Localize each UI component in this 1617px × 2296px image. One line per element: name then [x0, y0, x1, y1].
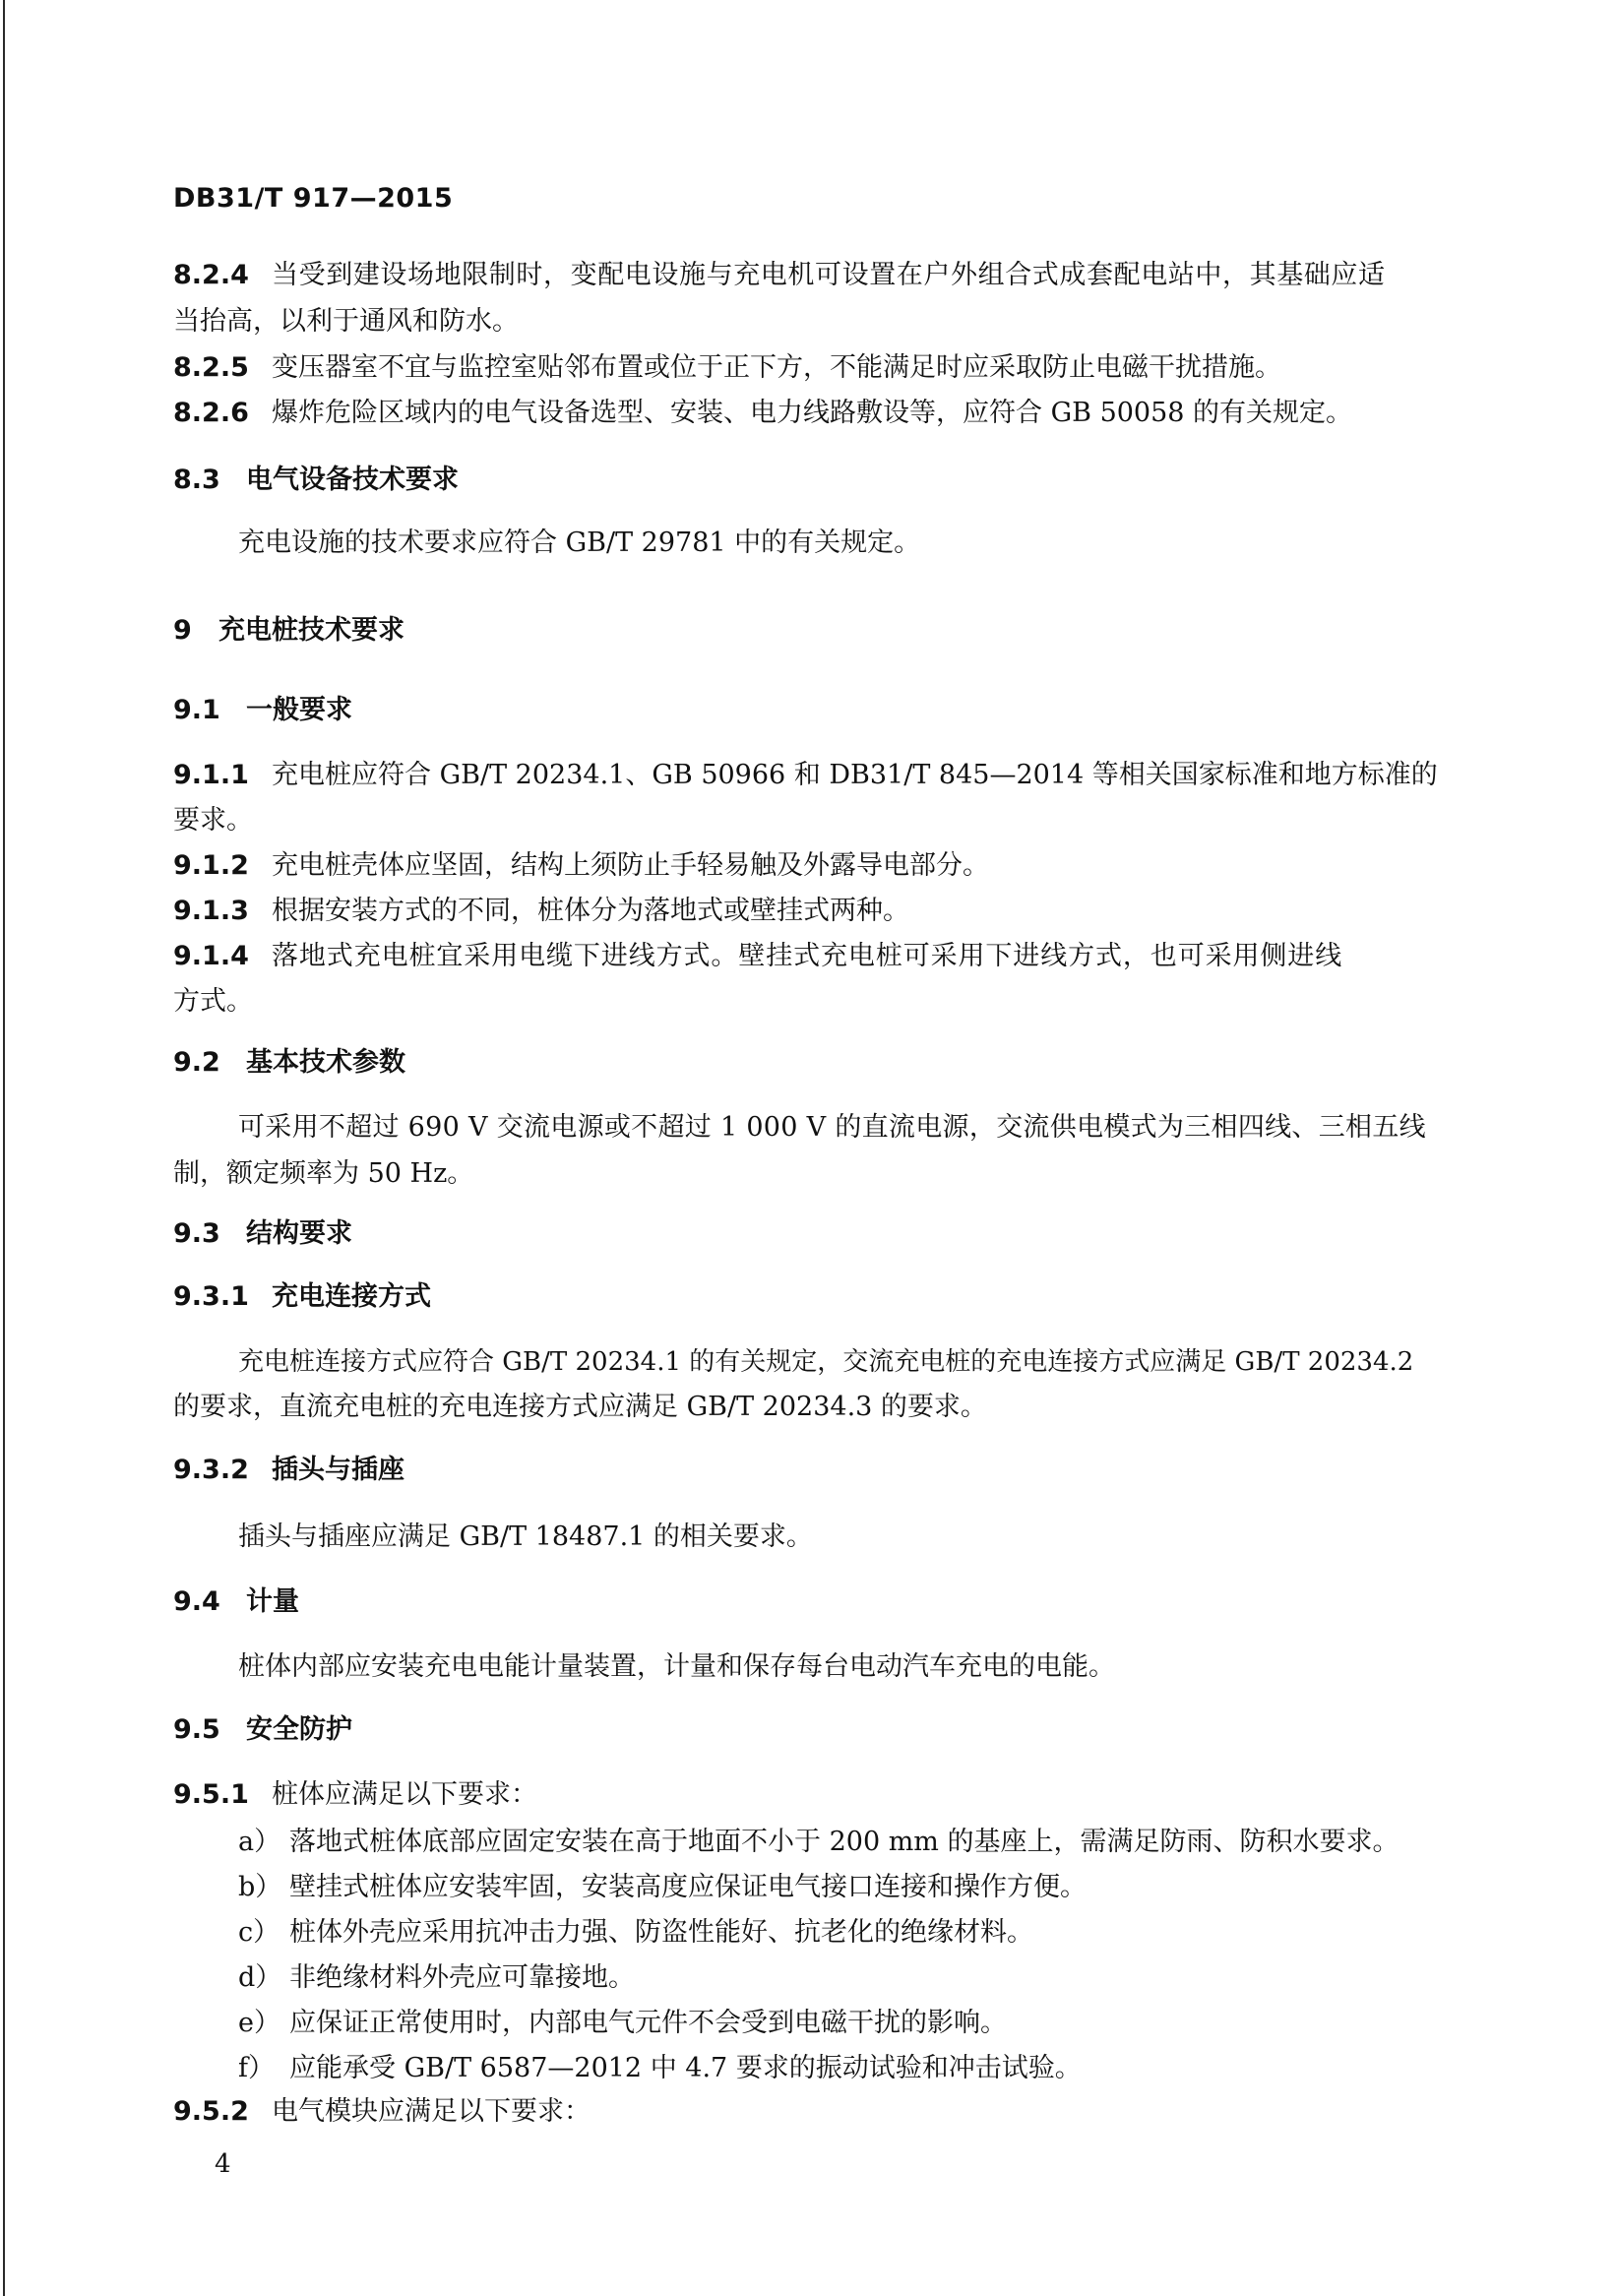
clause-9-1-2 [173, 850, 989, 882]
section-number: 9.4 [173, 1586, 220, 1617]
paragraph-8-3 [238, 527, 920, 559]
subsection-number: 9.3.1 [173, 1281, 249, 1312]
clause-text: 变压器室不宜与监控室贴邻布置或位于正下方，不能满足时应采取防止电磁干扰措施。 [272, 352, 1281, 383]
list-marker: d） [238, 1962, 282, 1993]
section-heading-9-2 [173, 1047, 405, 1079]
section-title: 结构要求 [246, 1218, 352, 1249]
clause-text: 充电桩应符合 GB/T 20234.1、GB 50966 和 DB31/T 845—2014 等相关国家标准和地方标准的 [272, 760, 1438, 790]
section-title: 一般要求 [246, 695, 352, 725]
list-item-text: 应能承受 GB/T 6587—2012 中 4.7 要求的振动试验和冲击试验。 [289, 2053, 1082, 2083]
clause-8-2-4 [173, 260, 1453, 291]
subsection-heading-9-3-1 [173, 1281, 431, 1313]
clause-9-1-4-cont [173, 986, 253, 1018]
clause-number: 9.1.1 [173, 760, 249, 790]
clause-text: 爆炸危险区域内的电气设备选型、安装、电力线路敷设等，应符合 GB 50058 的有关规定。 [272, 398, 1353, 428]
section-number: 8.3 [173, 465, 220, 495]
list-item [238, 1872, 1087, 1903]
list-marker: c） [238, 1917, 280, 1948]
paragraph-text: 插头与插座应满足 GB/T 18487.1 的相关要求。 [238, 1521, 813, 1552]
clause-9-1-1 [173, 760, 1438, 791]
list-item-text: 应保证正常使用时，内部电气元件不会受到电磁干扰的影响。 [289, 2008, 1007, 2038]
clause-text: 当抬高，以利于通风和防水。 [173, 306, 519, 337]
clause-text: 电气模块应满足以下要求： [272, 2096, 591, 2127]
clause-9-5-2 [173, 2096, 591, 2128]
section-heading-9-1 [173, 695, 352, 726]
clause-8-2-6 [173, 398, 1352, 429]
section-title: 电气设备技术要求 [246, 465, 459, 495]
list-marker: b） [238, 1872, 282, 1902]
list-item-text: 桩体外壳应采用抗冲击力强、防盗性能好、抗老化的绝缘材料。 [289, 1917, 1033, 1948]
paragraph-9-4 [238, 1651, 1115, 1683]
clause-9-5-1 [173, 1779, 537, 1811]
subsection-heading-9-3-2 [173, 1455, 404, 1486]
page-number: 4 [215, 2149, 231, 2179]
paragraph-9-2-cont [173, 1158, 473, 1190]
section-heading-9-4 [173, 1586, 299, 1618]
clause-text: 方式。 [173, 986, 253, 1017]
clause-text: 桩体应满足以下要求： [272, 1779, 537, 1810]
clause-number: 9.5.1 [173, 1779, 249, 1810]
paragraph-text: 充电桩连接方式应符合 GB/T 20234.1 的有关规定，交流充电桩的充电连接方式应满足 GB/T 20234.2 [238, 1347, 1414, 1377]
section-title: 计量 [246, 1586, 299, 1617]
paragraph-text: 可采用不超过 690 V 交流电源或不超过 1 000 V 的直流电源，交流供电模式为三相四线、三相五线 [238, 1112, 1426, 1143]
paragraph-9-3-1 [238, 1346, 1413, 1378]
list-item [238, 2008, 1007, 2039]
section-title: 安全防护 [246, 1714, 352, 1745]
paragraph-9-2 [238, 1112, 1426, 1144]
list-item-text: 非绝缘材料外壳应可靠接地。 [289, 1962, 635, 1993]
clause-text: 当受到建设场地限制时，变配电设施与充电机可设置在户外组合式成套配电站中，其基础应适 [272, 260, 1386, 290]
document-id-header: DB31/T 917—2015 [173, 183, 454, 214]
clause-text: 要求。 [173, 805, 253, 836]
list-item [238, 1962, 635, 1994]
clause-8-2-4-cont [173, 306, 519, 338]
section-number: 9.1 [173, 695, 220, 725]
paragraph-9-3-1-cont [173, 1392, 987, 1423]
list-marker: e） [238, 2008, 280, 2038]
section-heading-9-5 [173, 1714, 352, 1746]
clause-9-1-1-cont [173, 805, 253, 837]
paragraph-text: 桩体内部应安装充电电能计量装置，计量和保存每台电动汽车充电的电能。 [238, 1651, 1115, 1682]
clause-8-2-5 [173, 352, 1281, 384]
chapter-title: 充电桩技术要求 [218, 615, 404, 646]
list-marker: a） [238, 1827, 281, 1857]
subsection-number: 9.3.2 [173, 1455, 249, 1485]
list-item [238, 2053, 1082, 2084]
chapter-heading-9 [173, 615, 404, 647]
clause-number: 9.1.4 [173, 941, 249, 971]
section-heading-9-3 [173, 1218, 352, 1250]
clause-text: 根据安装方式的不同，桩体分为落地式或壁挂式两种。 [272, 896, 909, 926]
section-title: 基本技术参数 [246, 1047, 405, 1078]
chapter-number: 9 [173, 615, 192, 646]
clause-number: 8.2.4 [173, 260, 249, 290]
paragraph-text: 制，额定频率为 50 Hz。 [173, 1158, 474, 1189]
list-marker: f） [238, 2053, 275, 2083]
paragraph-text: 的要求，直流充电桩的充电连接方式应满足 GB/T 20234.3 的要求。 [173, 1392, 987, 1422]
section-number: 9.3 [173, 1218, 220, 1249]
clause-number: 9.5.2 [173, 2096, 249, 2127]
page-edge-line [3, 0, 5, 2296]
list-item [238, 1917, 1033, 1949]
section-number: 9.2 [173, 1047, 220, 1078]
subsection-title: 充电连接方式 [272, 1281, 431, 1312]
clause-text: 充电桩壳体应坚固，结构上须防止手轻易触及外露导电部分。 [272, 850, 989, 881]
list-item-text: 落地式桩体底部应固定安装在高于地面不小于 200 mm 的基座上，需满足防雨、防积水要求。 [289, 1827, 1399, 1857]
clause-number: 8.2.6 [173, 398, 249, 428]
clause-text: 落地式充电桩宜采用电缆下进线方式。壁挂式充电桩可采用下进线方式，也可采用侧进线 [272, 941, 1343, 971]
clause-9-1-3 [173, 896, 909, 927]
subsection-title: 插头与插座 [272, 1455, 404, 1485]
clause-number: 8.2.5 [173, 352, 249, 383]
clause-9-1-4 [173, 941, 1342, 972]
clause-number: 9.1.2 [173, 850, 249, 881]
section-heading-8-3 [173, 465, 459, 496]
list-item-text: 壁挂式桩体应安装牢固，安装高度应保证电气接口连接和操作方便。 [289, 1872, 1087, 1902]
list-item [238, 1827, 1399, 1858]
paragraph-9-3-2 [238, 1521, 813, 1553]
section-number: 9.5 [173, 1714, 220, 1745]
paragraph-text: 充电设施的技术要求应符合 GB/T 29781 中的有关规定。 [238, 527, 921, 558]
clause-number: 9.1.3 [173, 896, 249, 926]
